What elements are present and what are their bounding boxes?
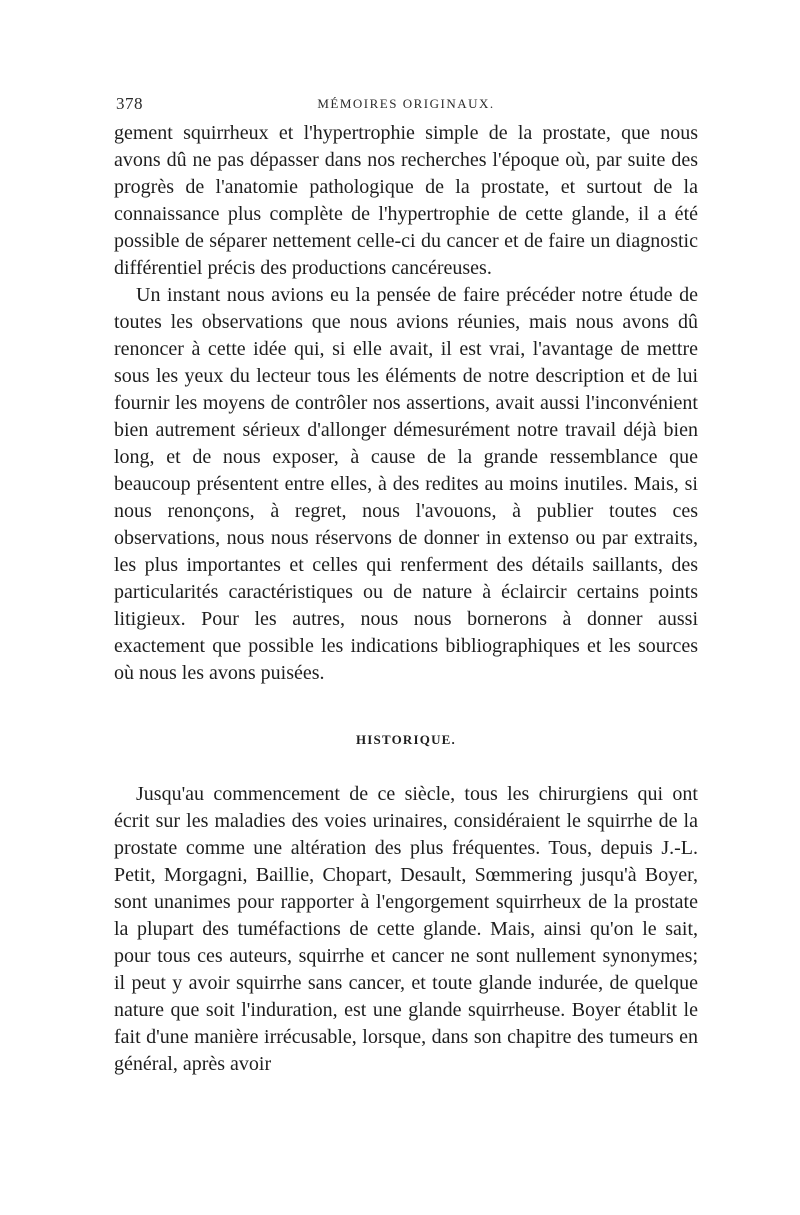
running-title: MÉMOIRES ORIGINAUX. [317,96,495,111]
page-number: 378 [116,94,143,113]
body-paragraph-3: Jusqu'au commencement de ce siècle, tous les chirurgiens qui ont écrit sur les maladies des voies urinaires, considéraient le squirrhe de la prostate comme une altération des plus fréquentes. Tous, depuis J.-L. Petit, Morgagni, Baillie, Chopart, Desault, Sœmmering jusqu'à Boyer, sont unanimes pour rapporter à l'engorgement squirrheux de la prostate la plupart des tuméfactions de cette glande. Mais, ainsi qu'on le sait, pour tous ces auteurs, squirrhe et cancer ne sont nullement synonymes; il peut y avoir squirrhe sans cancer, et toute glande indurée, de quelque nature que soit l'induration, est une glande squirrheuse. Boyer établit le fait d'une manière irrécusable, lorsque, dans son chapitre des tumeurs en général, après avoir [114,783,698,1075]
book-page [114,92,698,1192]
body-paragraph-1: gement squirrheux et l'hypertrophie simple de la prostate, que nous avons dû ne pas dépasser dans nos recherches l'époque où, par suite des progrès de l'anatomie pathologique de la prostate, et surtout de la connaissance plus complète de l'hypertrophie de cette glande, il a été possible de séparer nettement celle-ci du cancer et de faire un diagnostic différentiel précis des productions cancéreuses. [114,122,698,279]
running-head [114,92,698,116]
section-heading-historique: HISTORIQUE. [355,732,457,747]
body-paragraph-2: Un instant nous avions eu la pensée de faire précéder notre étude de toutes les observations que nous avions réunies, mais nous avons dû renoncer à cette idée qui, si elle avait, il est vrai, l'avantage de mettre sous les yeux du lecteur tous les éléments de notre description et de lui fournir les moyens de contrôler nos assertions, avait aussi l'inconvénient bien autrement sérieux d'allonger démesurément notre travail déjà bien long, et de nous exposer, à cause de la grande ressemblance que beaucoup présentent entre elles, à des redites au moins inutiles. Mais, si nous renonçons, à regret, nous l'avouons, à publier toutes ces observations, nous nous réservons de donner in extenso ou par extraits, les plus importantes et celles qui renferment des détails saillants, des particularités caractéristiques ou de nature à éclaircir certains points litigieux. Pour les autres, nous nous bornerons à donner aussi exactement que possible les indications bibliographiques et les sources où nous les avons puisées. [114,284,698,684]
